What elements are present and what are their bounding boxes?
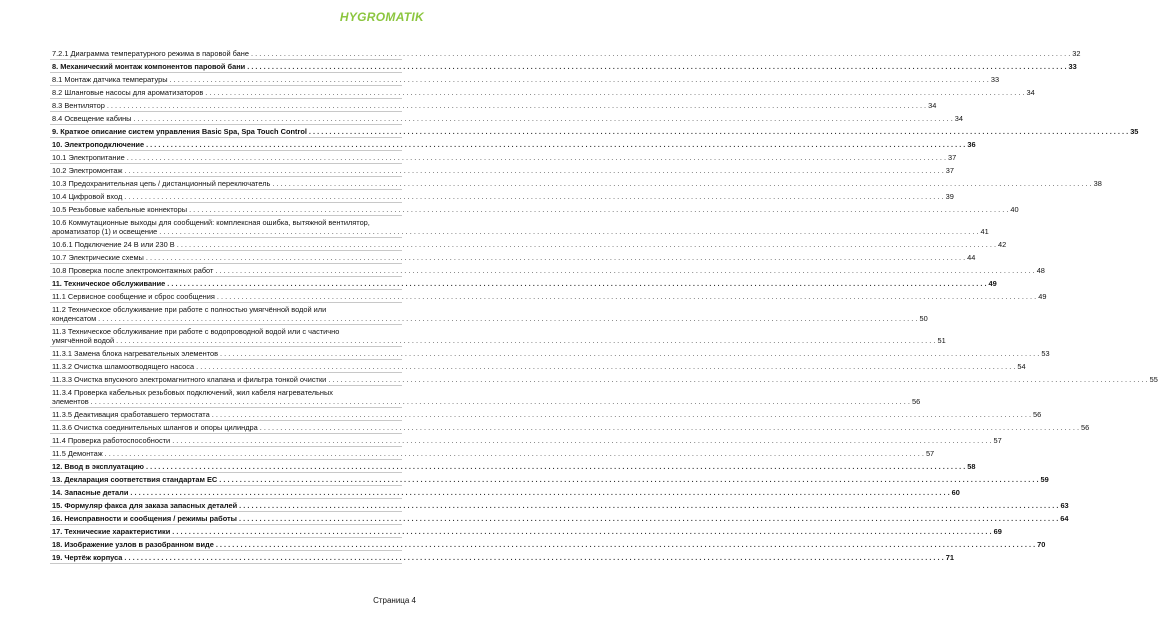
toc-leader-dots: . . . . . . . . . . . . . . . . . . . . . . . . . . . . . . . . . . . . . . . . . . . . . . . . . . . . . . . . . . . . . . . . . . . . . . . . . . . . . . . . . . . . . . . . . . . . . . . . . . . . . . . . . . . . . . . . . . . . . . . . . . . . . . . . . . . . . . . . . . . . . . . . . . . . . . . . . . . . . . . . . . . . . . . . . . . . . . . . . . . . . . . . . . . . . . . . . . . . . . . . xyxy=(133,114,953,123)
toc-leader-dots: . . . . . . . . . . . . . . . . . . . . . . . . . . . . . . . . . . . . . . . . . . . . . . . . . . . . . . . . . . . . . . . . . . . . . . . . . . . . . . . . . . . . . . . . . . . . . . . . . . . . . . . . . . . . . . . . . . . . . . . . . . . . . . . . . . . . . . . . . . . . . . . . . . . . . . . . . . . . . . . . . . . . . . . . . . . . . . . . . . . . . . . . . . . . . . . . . . . . . . . . xyxy=(196,362,1016,371)
toc-entry[interactable] xyxy=(50,538,1046,551)
toc-entry-title-line1: 11.3 Техническое обслуживание при работе с водопроводной водой или с частично xyxy=(52,327,340,336)
toc-entry-title-line1: 10.6 Коммутационные выходы для сообщений: комплексная ошибка, вытяжной вентилятор, xyxy=(52,218,370,227)
toc-entry[interactable] xyxy=(50,460,976,473)
toc-leader-dots: . . . . . . . . . . . . . . . . . . . . . . . . . . . . . . . . . . . . . . . . . . . . . . . . . . . . . . . . . . . . . . . . . . . . . . . . . . . . . . . . . . . . . . . . . . . . . . . . . . . . . . . . . . . . . . . . . . . . . . . . . . . . . . . . . . . . . . . . . . . . . . . . . . . . . . . . . . . . . . . . . . . . . . . . . . . . . . . . . . . . . . . . . . . . . . . . . . . . . . . . xyxy=(272,179,1092,188)
toc-entry-title: 10.1 Электропитание xyxy=(52,153,125,162)
toc-entry[interactable] xyxy=(50,138,976,151)
toc-entry-title: 11.4 Проверка работоспособности xyxy=(52,436,171,445)
toc-entry-title: 11.3.3 Очистка впускного электромагнитного клапана и фильтра тонкой очистки xyxy=(52,375,327,384)
toc-leader-dots: . . . . . . . . . . . . . . . . . . . . . . . . . . . . . . . . . . . . . . . . . . . . . . . . . . . . . . . . . . . . . . . . . . . . . . . . . . . . . . . . . . . . . . . . . . . . . . . . . . . . . . . . . . . . . . . . . . . . . . . . . . . . . . . . . . . . . . . . . . . . . . . . . . . . . . . . . . . . . . . . . . . . . . . . . . . . . . . . . . . . . . . . . . . . . . . . . . . . . . . . xyxy=(126,153,947,162)
toc-leader-dots: . . . . . . . . . . . . . . . . . . . . . . . . . . . . . . . . . . . . . . . . . . . . . . . . . . . . . . . . . . . . . . . . . . . . . . . . . . . . . . . . . . . . . . . . . . . . . . . . . . . . . . . . . . . . . . . . . . . . . . . . . . . . . . . . . . . . . . . . . . . . . . . . . . . . . . . . . . . . . . . . . . . . . . . . . . . . . . . . . . . . . . . . . . . . . . . . . . . . . . . . xyxy=(116,336,936,345)
toc-entry-page: 41 xyxy=(980,227,989,236)
toc-entry-title: 10.6.1 Подключение 24 В или 230 В xyxy=(52,240,175,249)
toc-entry-title: 8.2 Шланговые насосы для ароматизаторов xyxy=(52,88,204,97)
toc-entry-title: 9. Краткое описание систем управления Basic Spa, Spa Touch Control xyxy=(52,127,307,136)
toc-leader-dots: . . . . . . . . . . . . . . . . . . . . . . . . . . . . . . . . . . . . . . . . . . . . . . . . . . . . . . . . . . . . . . . . . . . . . . . . . . . . . . . . . . . . . . . . . . . . . . . . . . . . . . . . . . . . . . . . . . . . . . . . . . . . . . . . . . . . . . . . . . . . . . . . . . . . . . . . . . . . . . . . . . . . . . . . . . . . . . . . . . . . . . . . . . . . . . . . . . . . . . . . xyxy=(124,553,944,562)
toc-entry-title: 13. Декларация соответствия стандартам ЕС xyxy=(52,475,218,484)
toc-entry-title: 8.1 Монтаж датчика температуры xyxy=(52,75,168,84)
toc-entry-title: 11.1 Сервисное сообщение и сброс сообщения xyxy=(52,292,215,301)
toc-leader-dots: . . . . . . . . . . . . . . . . . . . . . . . . . . . . . . . . . . . . . . . . . . . . . . . . . . . . . . . . . . . . . . . . . . . . . . . . . . . . . . . . . . . . . . . . . . . . . . . . . . . . . . . . . . . . . . . . . . . . . . . . . . . . . . . . . . . . . . . . . . . . . . . . . . . . . . . . . . . . . . . . . . . . . . . . . . . . . . . . . . . . . . . . . . . . . . . . . . . . . . . . xyxy=(259,423,1080,432)
toc-entry-page: 56 xyxy=(911,397,921,406)
toc-entry[interactable] xyxy=(50,303,928,325)
toc-entry[interactable] xyxy=(50,47,1081,60)
toc-leader-dots: . . . . . . . . . . . . . . . . . . . . . . . . . . . . . . . . . . . . . . . . . . . . . . . . . . . . . . . . . . . . . . . . . . . . . . . . . . . . . . . . . . . . . . . . . . . . . . . . . . . . . . . . . . . . . . . . . . . . . . . . . . . . . . . . . . . . . . . . . . . . . . . . . . . . . . . . . . . . . . . . . . . . . . . . . . . . . . . . . . . . . . . . . . . . . . . . . . . . . . . . xyxy=(145,253,966,262)
toc-leader-dots: . . . . . . . . . . . . . . . . . . . . . . . . . . . . . . . . . . . . . . . . . . . . . . . . . . . . . . . . . . . . . . . . . . . . . . . . . . . . . . . . . . . . . . . . . . . . . . . . . . . . . . . . . . . . . . . . . . . . . . . . . . . . . . . . . . . . . . . . . . . . . . . . . . . . . . . . . . . . . . . . . . . . . . . . . . . . . . . . . . . . . . . . . . . . . . . . . . . . . . . . xyxy=(124,192,944,201)
toc-leader-dots: . . . . . . . . . . . . . . . . . . . . . . . . . . . . . . . . . . . . . . . . . . . . . . . . . . . . . . . . . . . . . . . . . . . . . . . . . . . . . . . . . . . . . . . . . . . . . . . . . . . . . . . . . . . . . . . . . . . . . . . . . . . . . . . . . . . . . . . . . . . . . . . . . . . . . . . . . . . . . . . . . . . . . . . . . . . . . . . . . . . . . . . . . . . . . . . . . . . . . . . . xyxy=(98,314,918,323)
toc-entry-title: 19. Чертёж корпуса xyxy=(52,553,123,562)
toc-entry-page: 48 xyxy=(1036,266,1045,275)
toc-entry-title: 10.7 Электрические схемы xyxy=(52,253,144,262)
toc-entry-title: 7.2.1 Диаграмма температурного режима в паровой бане xyxy=(52,49,249,58)
toc-entry[interactable] xyxy=(50,86,1035,99)
toc-entry[interactable] xyxy=(50,347,1050,360)
toc-entry-page: 56 xyxy=(1033,410,1042,419)
toc-entry-page: 53 xyxy=(1041,349,1050,358)
toc-entry[interactable] xyxy=(50,190,954,203)
toc-entry-title: 8. Механический монтаж компонентов паровой бани xyxy=(52,62,246,71)
toc-entry-title: 10.2 Электромонтаж xyxy=(52,166,123,175)
toc-leader-dots: . . . . . . . . . . . . . . . . . . . . . . . . . . . . . . . . . . . . . . . . . . . . . . . . . . . . . . . . . . . . . . . . . . . . . . . . . . . . . . . . . . . . . . . . . . . . . . . . . . . . . . . . . . . . . . . . . . . . . . . . . . . . . . . . . . . . . . . . . . . . . . . . . . . . . . . . . . . . . . . . . . . . . . . . . . . . . . . . . . . . . . . . . . . . . . . . . . . . . . . . xyxy=(219,475,1039,484)
toc-entry[interactable] xyxy=(50,512,1069,525)
toc-entry[interactable] xyxy=(50,203,1019,216)
toc-leader-dots: . . . . . . . . . . . . . . . . . . . . . . . . . . . . . . . . . . . . . . . . . . . . . . . . . . . . . . . . . . . . . . . . . . . . . . . . . . . . . . . . . . . . . . . . . . . . . . . . . . . . . . . . . . . . . . . . . . . . . . . . . . . . . . . . . . . . . . . . . . . . . . . . . . . . . . . . . . . . . . . . . . . . . . . . . . . . . . . . . . . . . . . . . . . . . . . . . . . . . . . . xyxy=(205,88,1025,97)
toc-leader-dots: . . . . . . . . . . . . . . . . . . . . . . . . . . . . . . . . . . . . . . . . . . . . . . . . . . . . . . . . . . . . . . . . . . . . . . . . . . . . . . . . . . . . . . . . . . . . . . . . . . . . . . . . . . . . . . . . . . . . . . . . . . . . . . . . . . . . . . . . . . . . . . . . . . . . . . . . . . . . . . . . . . . . . . . . . . . . . . . . . . . . . . . . . . . . . . . . . . . . . . . . xyxy=(239,501,1059,510)
toc-entry[interactable] xyxy=(50,373,1158,386)
table-of-contents xyxy=(50,47,1158,564)
toc-entry[interactable] xyxy=(50,447,935,460)
toc-entry[interactable] xyxy=(50,264,1045,277)
toc-leader-dots: . . . . . . . . . . . . . . . . . . . . . . . . . . . . . . . . . . . . . . . . . . . . . . . . . . . . . . . . . . . . . . . . . . . . . . . . . . . . . . . . . . . . . . . . . . . . . . . . . . . . . . . . . . . . . . . . . . . . . . . . . . . . . . . . . . . . . . . . . . . . . . . . . . . . . . . . . . . . . . . . . . . . . . . . . . . . . . . . . . . . . . . . . . . . . . . . . . . . . . . . xyxy=(220,349,1040,358)
toc-entry-page: 64 xyxy=(1060,514,1069,523)
toc-entry-page: 55 xyxy=(1149,375,1158,384)
toc-leader-dots: . . . . . . . . . . . . . . . . . . . . . . . . . . . . . . . . . . . . . . . . . . . . . . . . . . . . . . . . . . . . . . . . . . . . . . . . . . . . . . . . . . . . . . . . . . . . . . . . . . . . . . . . . . . . . . . . . . . . . . . . . . . . . . . . . . . . . . . . . . . . . . . . . . . . . . . . . . . . . . . . . . . . . . . . . . . . . . . . . . . . . . . . . . . . . . . . . . . . . . . . xyxy=(328,375,1148,384)
toc-entry-page: 63 xyxy=(1060,501,1069,510)
toc-entry-title: 12. Ввод в эксплуатацию xyxy=(52,462,144,471)
toc-entry-title: 18. Изображение узлов в разобранном виде xyxy=(52,540,214,549)
toc-entry-page: 34 xyxy=(928,101,937,110)
toc-leader-dots: . . . . . . . . . . . . . . . . . . . . . . . . . . . . . . . . . . . . . . . . . . . . . . . . . . . . . . . . . . . . . . . . . . . . . . . . . . . . . . . . . . . . . . . . . . . . . . . . . . . . . . . . . . . . . . . . . . . . . . . . . . . . . . . . . . . . . . . . . . . . . . . . . . . . . . . . . . . . . . . . . . . . . . . . . . . . . . . . . . . . . . . . . . . . . . . . . . . . . . . . xyxy=(172,527,992,536)
toc-leader-dots: . . . . . . . . . . . . . . . . . . . . . . . . . . . . . . . . . . . . . . . . . . . . . . . . . . . . . . . . . . . . . . . . . . . . . . . . . . . . . . . . . . . . . . . . . . . . . . . . . . . . . . . . . . . . . . . . . . . . . . . . . . . . . . . . . . . . . . . . . . . . . . . . . . . . . . . . . . . . . . . . . . . . . . . . . . . . . . . . . . . . . . . . . . . . . . . . . . . . . . . . xyxy=(308,127,1129,136)
toc-entry-page: 34 xyxy=(1026,88,1035,97)
toc-entry-title: 15. Формуляр факса для заказа запасных деталей xyxy=(52,501,238,510)
toc-entry-title: 17. Технические характеристики xyxy=(52,527,171,536)
brand-logo: HYGROMATIK xyxy=(339,10,424,24)
toc-entry[interactable] xyxy=(50,251,976,264)
toc-leader-dots: . . . . . . . . . . . . . . . . . . . . . . . . . . . . . . . . . . . . . . . . . . . . . . . . . . . . . . . . . . . . . . . . . . . . . . . . . . . . . . . . . . . . . . . . . . . . . . . . . . . . . . . . . . . . . . . . . . . . . . . . . . . . . . . . . . . . . . . . . . . . . . . . . . . . . . . . . . . . . . . . . . . . . . . . . . . . . . . . . . . . . . . . . . . . . . . . . . . . . . . . xyxy=(167,279,987,288)
toc-entry-title: 16. Неисправности и сообщения / режимы работы xyxy=(52,514,237,523)
toc-entry[interactable] xyxy=(50,473,1049,486)
toc-leader-dots: . . . . . . . . . . . . . . . . . . . . . . . . . . . . . . . . . . . . . . . . . . . . . . . . . . . . . . . . . . . . . . . . . . . . . . . . . . . . . . . . . . . . . . . . . . . . . . . . . . . . . . . . . . . . . . . . . . . . . . . . . . . . . . . . . . . . . . . . . . . . . . . . . . . . . . . . . . . . . . . . . . . . . . . . . . . . . . . . . . . . . . . . . . . . . . . . . . . . . . . . xyxy=(90,397,910,406)
toc-entry[interactable] xyxy=(50,216,989,238)
toc-entry-page: 33 xyxy=(990,75,1000,84)
toc-entry-page: 32 xyxy=(1072,49,1081,58)
toc-leader-dots: . . . . . . . . . . . . . . . . . . . . . . . . . . . . . . . . . . . . . . . . . . . . . . . . . . . . . . . . . . . . . . . . . . . . . . . . . . . . . . . . . . . . . . . . . . . . . . . . . . . . . . . . . . . . . . . . . . . . . . . . . . . . . . . . . . . . . . . . . . . . . . . . . . . . . . . . . . . . . . . . . . . . . . . . . . . . . . . . . . . . . . . . . . . . . . . . . . . . . . . . xyxy=(145,462,966,471)
toc-entry-page: 36 xyxy=(967,140,976,149)
toc-entry-page: 59 xyxy=(1040,475,1049,484)
toc-entry-title-line1: 11.2 Техническое обслуживание при работе с полностью умягчённой водой или xyxy=(52,305,327,314)
toc-leader-dots: . . . . . . . . . . . . . . . . . . . . . . . . . . . . . . . . . . . . . . . . . . . . . . . . . . . . . . . . . . . . . . . . . . . . . . . . . . . . . . . . . . . . . . . . . . . . . . . . . . . . . . . . . . . . . . . . . . . . . . . . . . . . . . . . . . . . . . . . . . . . . . . . . . . . . . . . . . . . . . . . . . . . . . . . . . . . . . . . . . . . . . . . . . . . . . . . . . . . . . . . xyxy=(247,62,1067,71)
toc-leader-dots: . . . . . . . . . . . . . . . . . . . . . . . . . . . . . . . . . . . . . . . . . . . . . . . . . . . . . . . . . . . . . . . . . . . . . . . . . . . . . . . . . . . . . . . . . . . . . . . . . . . . . . . . . . . . . . . . . . . . . . . . . . . . . . . . . . . . . . . . . . . . . . . . . . . . . . . . . . . . . . . . . . . . . . . . . . . . . . . . . . . . . . . . . . . . . . . . . . . . . . . . xyxy=(130,488,950,497)
toc-entry-title: 8.3 Вентилятор xyxy=(52,101,105,110)
toc-entry-page: 40 xyxy=(1010,205,1019,214)
toc-entry-title: 10.5 Резьбовые кабельные коннекторы xyxy=(52,205,188,214)
toc-entry-page: 70 xyxy=(1037,540,1046,549)
toc-entry-page: 39 xyxy=(945,192,954,201)
toc-entry-page: 57 xyxy=(993,436,1002,445)
toc-entry-page: 51 xyxy=(937,336,946,345)
toc-entry-page: 33 xyxy=(1068,62,1077,71)
toc-entry-page: 60 xyxy=(951,488,960,497)
toc-leader-dots: . . . . . . . . . . . . . . . . . . . . . . . . . . . . . . . . . . . . . . . . . . . . . . . . . . . . . . . . . . . . . . . . . . . . . . . . . . . . . . . . . . . . . . . . . . . . . . . . . . . . . . . . . . . . . . . . . . . . . . . . . . . . . . . . . . . . . . . . . . . . . . . . . . . . . . . . . . . . . . . . . . . . . . . . . . . . . . . . . . . . . . . . . . . . . . . . . . . . . . . . xyxy=(189,205,1009,214)
toc-entry-page: 57 xyxy=(925,449,935,458)
toc-entry[interactable] xyxy=(50,486,960,499)
toc-leader-dots: . . . . . . . . . . . . . . . . . . . . . . . . . . . . . . . . . . . . . . . . . . . . . . . . . . . . . . . . . . . . . . . . . . . . . . . . . . . . . . . . . . . . . . . . . . . . . . . . . . . . . . . . . . . . . . . . . . . . . . . . . . . . . . . . . . . . . . . . . . . . . . . . . . . . . . . . . . . . . . . . . . . . . . . . . . . . . . . . . . . . . . . . . . . . . . . . . . . . . . . . xyxy=(169,75,989,84)
toc-entry-page: 34 xyxy=(954,114,963,123)
toc-entry[interactable] xyxy=(50,434,1002,447)
toc-entry-page: 69 xyxy=(993,527,1002,536)
toc-entry-title: умягчённой водой xyxy=(52,336,115,345)
toc-leader-dots: . . . . . . . . . . . . . . . . . . . . . . . . . . . . . . . . . . . . . . . . . . . . . . . . . . . . . . . . . . . . . . . . . . . . . . . . . . . . . . . . . . . . . . . . . . . . . . . . . . . . . . . . . . . . . . . . . . . . . . . . . . . . . . . . . . . . . . . . . . . . . . . . . . . . . . . . . . . . . . . . . . . . . . . . . . . . . . . . . . . . . . . . . . . . . . . . . . . . . . . . xyxy=(104,449,924,458)
toc-leader-dots: . . . . . . . . . . . . . . . . . . . . . . . . . . . . . . . . . . . . . . . . . . . . . . . . . . . . . . . . . . . . . . . . . . . . . . . . . . . . . . . . . . . . . . . . . . . . . . . . . . . . . . . . . . . . . . . . . . . . . . . . . . . . . . . . . . . . . . . . . . . . . . . . . . . . . . . . . . . . . . . . . . . . . . . . . . . . . . . . . . . . . . . . . . . . . . . . . . . . . . . . xyxy=(216,292,1037,301)
toc-entry[interactable] xyxy=(50,151,957,164)
toc-leader-dots: . . . . . . . . . . . . . . . . . . . . . . . . . . . . . . . . . . . . . . . . . . . . . . . . . . . . . . . . . . . . . . . . . . . . . . . . . . . . . . . . . . . . . . . . . . . . . . . . . . . . . . . . . . . . . . . . . . . . . . . . . . . . . . . . . . . . . . . . . . . . . . . . . . . . . . . . . . . . . . . . . . . . . . . . . . . . . . . . . . . . . . . . . . . . . . . . . . . . . . . . xyxy=(159,227,979,236)
toc-entry-title: 11.3.1 Замена блока нагревательных элементов xyxy=(52,349,219,358)
toc-entry-page: 37 xyxy=(948,153,957,162)
toc-entry-title: 14. Запасные детали xyxy=(52,488,129,497)
toc-entry-title: 8.4 Освещение кабины xyxy=(52,114,132,123)
toc-entry[interactable] xyxy=(50,238,1007,251)
toc-entry[interactable] xyxy=(50,125,1139,138)
toc-entry-title: 10. Электроподключение xyxy=(52,140,145,149)
toc-entry-title: 11.3.5 Деактивация сработавшего термостата xyxy=(52,410,210,419)
toc-entry-title: 10.3 Предохранительная цепь / дистанционный переключатель xyxy=(52,179,271,188)
toc-entry-page: 42 xyxy=(998,240,1007,249)
toc-entry-page: 58 xyxy=(967,462,976,471)
toc-leader-dots: . . . . . . . . . . . . . . . . . . . . . . . . . . . . . . . . . . . . . . . . . . . . . . . . . . . . . . . . . . . . . . . . . . . . . . . . . . . . . . . . . . . . . . . . . . . . . . . . . . . . . . . . . . . . . . . . . . . . . . . . . . . . . . . . . . . . . . . . . . . . . . . . . . . . . . . . . . . . . . . . . . . . . . . . . . . . . . . . . . . . . . . . . . . . . . . . . . . . . . . . xyxy=(215,266,1035,275)
toc-entry-page: 35 xyxy=(1130,127,1139,136)
toc-entry-page: 49 xyxy=(1038,292,1047,301)
toc-entry-page: 44 xyxy=(967,253,976,262)
toc-entry-title: конденсатом xyxy=(52,314,97,323)
toc-entry-title: элементов xyxy=(52,397,89,406)
toc-entry-title-line1: 11.3.4 Проверка кабельных резьбовых подключений, жил кабеля нагревательных xyxy=(52,388,333,397)
toc-entry-title: 11.3.6 Очистка соединительных шлангов и опоры цилиндра xyxy=(52,423,258,432)
toc-entry-title: 10.8 Проверка после электромонтажных работ xyxy=(52,266,214,275)
toc-leader-dots: . . . . . . . . . . . . . . . . . . . . . . . . . . . . . . . . . . . . . . . . . . . . . . . . . . . . . . . . . . . . . . . . . . . . . . . . . . . . . . . . . . . . . . . . . . . . . . . . . . . . . . . . . . . . . . . . . . . . . . . . . . . . . . . . . . . . . . . . . . . . . . . . . . . . . . . . . . . . . . . . . . . . . . . . . . . . . . . . . . . . . . . . . . . . . . . . . . . . . . . . xyxy=(106,101,927,110)
toc-entry[interactable] xyxy=(50,386,921,408)
toc-entry-page: 56 xyxy=(1081,423,1090,432)
toc-leader-dots: . . . . . . . . . . . . . . . . . . . . . . . . . . . . . . . . . . . . . . . . . . . . . . . . . . . . . . . . . . . . . . . . . . . . . . . . . . . . . . . . . . . . . . . . . . . . . . . . . . . . . . . . . . . . . . . . . . . . . . . . . . . . . . . . . . . . . . . . . . . . . . . . . . . . . . . . . . . . . . . . . . . . . . . . . . . . . . . . . . . . . . . . . . . . . . . . . . . . . . . . xyxy=(124,166,944,175)
toc-entry-page: 50 xyxy=(919,314,928,323)
toc-entry-page: 49 xyxy=(988,279,997,288)
toc-entry[interactable] xyxy=(50,177,1102,190)
toc-entry[interactable] xyxy=(50,421,1090,434)
toc-entry[interactable] xyxy=(50,408,1042,421)
toc-leader-dots: . . . . . . . . . . . . . . . . . . . . . . . . . . . . . . . . . . . . . . . . . . . . . . . . . . . . . . . . . . . . . . . . . . . . . . . . . . . . . . . . . . . . . . . . . . . . . . . . . . . . . . . . . . . . . . . . . . . . . . . . . . . . . . . . . . . . . . . . . . . . . . . . . . . . . . . . . . . . . . . . . . . . . . . . . . . . . . . . . . . . . . . . . . . . . . . . . . . . . . . . xyxy=(239,514,1059,523)
toc-entry[interactable] xyxy=(50,551,954,564)
toc-entry[interactable] xyxy=(50,99,937,112)
toc-entry-page: 38 xyxy=(1093,179,1102,188)
toc-entry[interactable] xyxy=(50,277,997,290)
toc-entry-page: 54 xyxy=(1017,362,1026,371)
toc-entry-title: 11. Техническое обслуживание xyxy=(52,279,166,288)
toc-entry[interactable] xyxy=(50,525,1002,538)
toc-entry[interactable] xyxy=(50,325,946,347)
toc-leader-dots: . . . . . . . . . . . . . . . . . . . . . . . . . . . . . . . . . . . . . . . . . . . . . . . . . . . . . . . . . . . . . . . . . . . . . . . . . . . . . . . . . . . . . . . . . . . . . . . . . . . . . . . . . . . . . . . . . . . . . . . . . . . . . . . . . . . . . . . . . . . . . . . . . . . . . . . . . . . . . . . . . . . . . . . . . . . . . . . . . . . . . . . . . . . . . . . . . . . . . . . . xyxy=(176,240,997,249)
toc-entry[interactable] xyxy=(50,164,955,177)
page-number: Страница 4 xyxy=(373,596,416,605)
toc-leader-dots: . . . . . . . . . . . . . . . . . . . . . . . . . . . . . . . . . . . . . . . . . . . . . . . . . . . . . . . . . . . . . . . . . . . . . . . . . . . . . . . . . . . . . . . . . . . . . . . . . . . . . . . . . . . . . . . . . . . . . . . . . . . . . . . . . . . . . . . . . . . . . . . . . . . . . . . . . . . . . . . . . . . . . . . . . . . . . . . . . . . . . . . . . . . . . . . . . . . . . . . . xyxy=(211,410,1032,419)
toc-leader-dots: . . . . . . . . . . . . . . . . . . . . . . . . . . . . . . . . . . . . . . . . . . . . . . . . . . . . . . . . . . . . . . . . . . . . . . . . . . . . . . . . . . . . . . . . . . . . . . . . . . . . . . . . . . . . . . . . . . . . . . . . . . . . . . . . . . . . . . . . . . . . . . . . . . . . . . . . . . . . . . . . . . . . . . . . . . . . . . . . . . . . . . . . . . . . . . . . . . . . . . . . xyxy=(146,140,966,149)
toc-leader-dots: . . . . . . . . . . . . . . . . . . . . . . . . . . . . . . . . . . . . . . . . . . . . . . . . . . . . . . . . . . . . . . . . . . . . . . . . . . . . . . . . . . . . . . . . . . . . . . . . . . . . . . . . . . . . . . . . . . . . . . . . . . . . . . . . . . . . . . . . . . . . . . . . . . . . . . . . . . . . . . . . . . . . . . . . . . . . . . . . . . . . . . . . . . . . . . . . . . . . . . . . xyxy=(251,49,1071,58)
toc-entry[interactable] xyxy=(50,290,1047,303)
toc-leader-dots: . . . . . . . . . . . . . . . . . . . . . . . . . . . . . . . . . . . . . . . . . . . . . . . . . . . . . . . . . . . . . . . . . . . . . . . . . . . . . . . . . . . . . . . . . . . . . . . . . . . . . . . . . . . . . . . . . . . . . . . . . . . . . . . . . . . . . . . . . . . . . . . . . . . . . . . . . . . . . . . . . . . . . . . . . . . . . . . . . . . . . . . . . . . . . . . . . . . . . . . . xyxy=(172,436,992,445)
toc-entry-page: 37 xyxy=(945,166,955,175)
toc-entry[interactable] xyxy=(50,60,1077,73)
toc-leader-dots: . . . . . . . . . . . . . . . . . . . . . . . . . . . . . . . . . . . . . . . . . . . . . . . . . . . . . . . . . . . . . . . . . . . . . . . . . . . . . . . . . . . . . . . . . . . . . . . . . . . . . . . . . . . . . . . . . . . . . . . . . . . . . . . . . . . . . . . . . . . . . . . . . . . . . . . . . . . . . . . . . . . . . . . . . . . . . . . . . . . . . . . . . . . . . . . . . . . . . . . . xyxy=(215,540,1036,549)
toc-entry-title: 11.3.2 Очистка шламоотводящего насоса xyxy=(52,362,195,371)
toc-entry-title: 10.4 Цифровой вход xyxy=(52,192,123,201)
toc-entry-title: 11.5 Демонтаж xyxy=(52,449,103,458)
toc-entry-page: 71 xyxy=(945,553,954,562)
toc-entry[interactable] xyxy=(50,73,1000,86)
toc-entry[interactable] xyxy=(50,112,963,125)
toc-entry[interactable] xyxy=(50,499,1069,512)
toc-entry-title: ароматизатор (1) и освещение xyxy=(52,227,158,236)
toc-entry[interactable] xyxy=(50,360,1026,373)
